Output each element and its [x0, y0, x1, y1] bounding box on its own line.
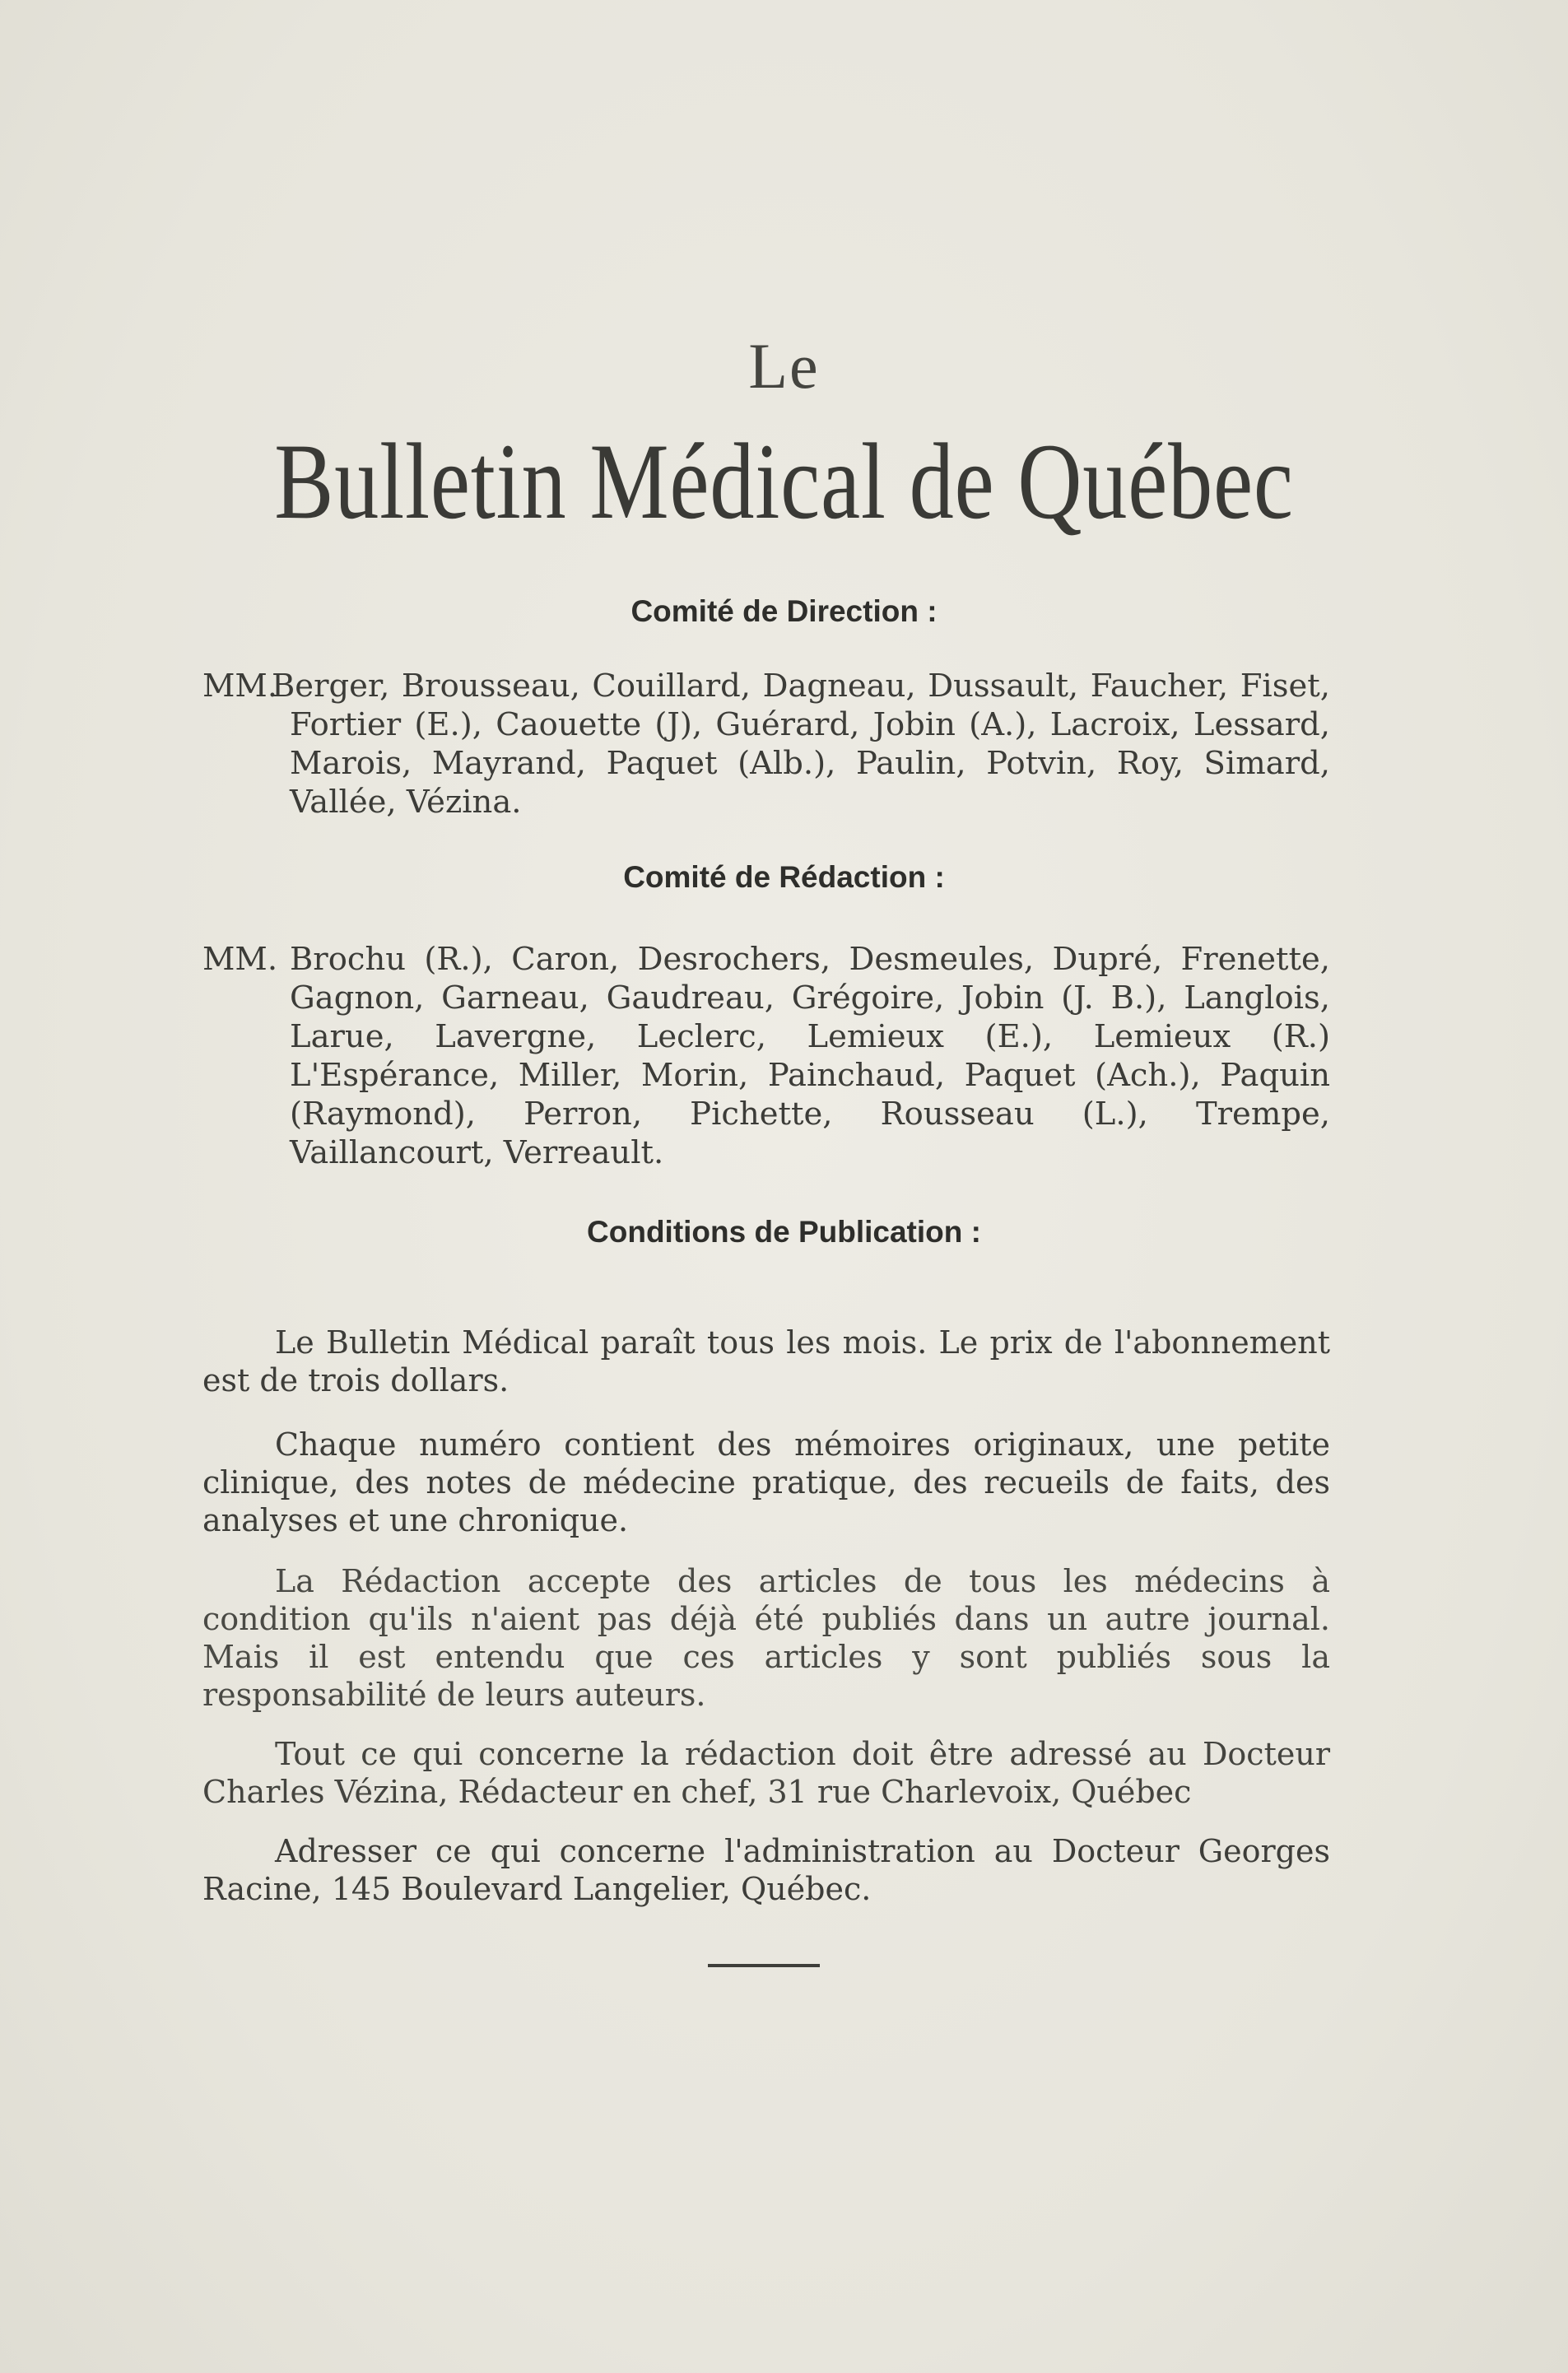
masthead-article: Le — [748, 330, 820, 402]
redaction-member-list: Brochu (R.), Caron, Desrochers, Desmeules, Dupré, Frenette, Gagnon, Garneau, Gaudreau, Grégoire, Jobin (J. B.), Langlois, Larue, Lavergne, Leclerc, Lemieux (E.), Lemieux (R.) L'Espérance, Miller, Morin, Painchaud, Paquet (Ach.), Paquin (Raymond), Perron, Pichette, Rousseau (L.), Trempe, Vaillancourt, Verreault. — [290, 941, 1330, 1171]
publication-paragraph-articles: La Rédaction accepte des articles de tous les médecins à condition qu'ils n'aient pas déjà été publiés dans un autre journal. Mais il est entendu que ces articles y sont publiés sous la responsabilité de leurs auteurs. — [202, 1563, 1330, 1713]
masthead-title: Bulletin Médical de Québec — [274, 421, 1294, 542]
direction-prefix: MM. — [202, 668, 278, 705]
publication-paragraph-contents: Chaque numéro contient des mémoires originaux, une petite clinique, des notes de médecine pratique, des recueils de faits, des analyses et une chronique. — [202, 1426, 1330, 1538]
redaction-heading: Comité de Rédaction : — [623, 860, 945, 894]
publication-paragraph-editor-address: Tout ce qui concerne la rédaction doit être adressé au Docteur Charles Vézina, Rédacteur en chef, 31 rue Charlevoix, Québec — [202, 1736, 1330, 1810]
direction-members — [202, 667, 1330, 821]
redaction-members — [202, 940, 1330, 1172]
publication-paragraph-admin-address: Adresser ce qui concerne l'administration au Docteur Georges Racine, 145 Boulevard Langelier, Québec. — [202, 1833, 1330, 1907]
publication-heading: Conditions de Publication : — [587, 1215, 981, 1249]
redaction-prefix: MM. — [202, 941, 278, 978]
publication-paragraph-subscription: Le Bulletin Médical paraît tous les mois. Le prix de l'abonnement est de trois dollars. — [202, 1324, 1330, 1398]
closing-rule — [708, 1964, 820, 1967]
direction-member-list: Berger, Brousseau, Couillard, Dagneau, Dussault, Faucher, Fiset, Fortier (E.), Caouette (J), Guérard, Jobin (A.), Lacroix, Lessard, Marois, Mayrand, Paquet (Alb.), Paulin, Potvin, Roy, Simard, Vallée, Vézina. — [272, 668, 1330, 821]
direction-heading: Comité de Direction : — [630, 594, 938, 628]
